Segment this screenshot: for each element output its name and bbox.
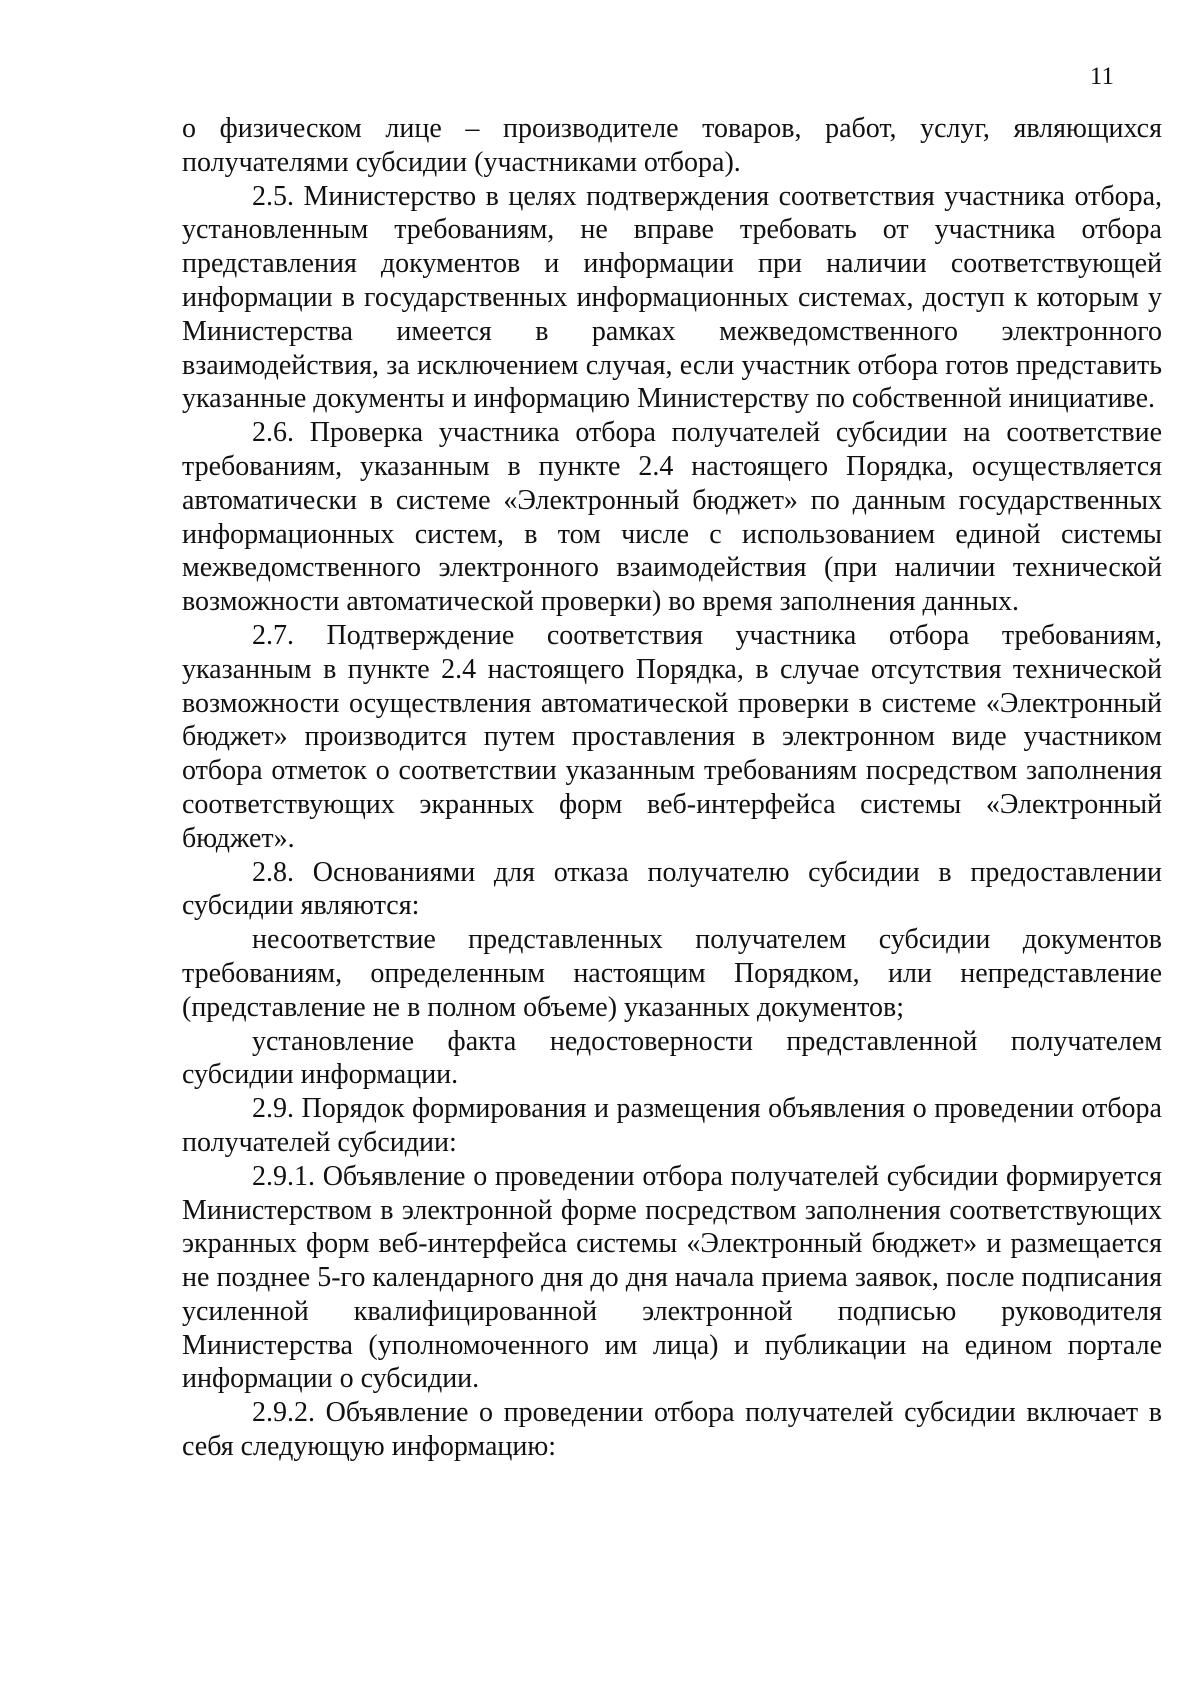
paragraph-2-5: 2.5. Министерство в целях подтверждения соответствия участника отбора, установленным требованиям, не вправе требовать от участника отбора представления документов и информации при наличии соответствующей информации в государственных информационных системах, доступ к которым у Министерства имеется в рамках межведомственного электронного взаимодействия, за исключением случая, если участник отбора готов представить указанные документы и информацию Министерству по собственной инициативе. (182, 180, 1162, 415)
paragraph-2-8-item-2: установление факта недостоверности представленной получателем субсидии информации. (182, 1025, 1162, 1091)
paragraph-continuation: о физическом лице – производителе товаров, работ, услуг, являющихся получателями субсидии (участниками отбора). (182, 113, 1162, 178)
paragraph-2-7: 2.7. Подтверждение соответствия участника отбора требованиям, указанным в пункте 2.4 настоящего Порядка, в случае отсутствия технической возможности осуществления автоматической проверки в системе «Электронный бюджет» производится путем проставления в электронном виде участником отбора отметок о соответствии указанным требованиям посредством заполнения соответствующих экранных форм веб-интерфейса системы «Электронный бюджет». (182, 619, 1162, 854)
document-body (182, 112, 1162, 1464)
paragraph-2-9-2: 2.9.2. Объявление о проведении отбора получателей субсидии включает в себя следующую информацию: (182, 1397, 1162, 1463)
paragraph-2-6: 2.6. Проверка участника отбора получателей субсидии на соответствие требованиям, указанным в пункте 2.4 настоящего Порядка, осуществляется автоматически в системе «Электронный бюджет» по данным государственных информационных систем, в том числе с использованием единой системы межведомственного электронного взаимодействия (при наличии технической возможности автоматической проверки) во время заполнения данных. (182, 417, 1162, 618)
paragraph-2-9-1: 2.9.1. Объявление о проведении отбора получателей субсидии формируется Министерством в электронной форме посредством заполнения соответствующих экранных форм веб-интерфейса системы «Электронный бюджет» и размещается не позднее 5-го календарного дня до дня начала приема заявок, после подписания усиленной квалифицированной электронной подписью руководителя Министерства (уполномоченного им лица) и публикации на едином портале информации о субсидии. (182, 1160, 1162, 1395)
paragraph-2-8-item-1: несоответствие представленных получателем субсидии документов требованиям, определенным настоящим Порядком, или непредставление (представление не в полном объеме) указанных документов; (182, 924, 1162, 1023)
paragraph-2-9: 2.9. Порядок формирования и размещения объявления о проведении отбора получателей субсидии: (182, 1093, 1162, 1158)
page-number: 11 (1089, 63, 1114, 90)
paragraph-2-8: 2.8. Основаниями для отказа получателю субсидии в предоставлении субсидии являются: (182, 856, 1162, 922)
